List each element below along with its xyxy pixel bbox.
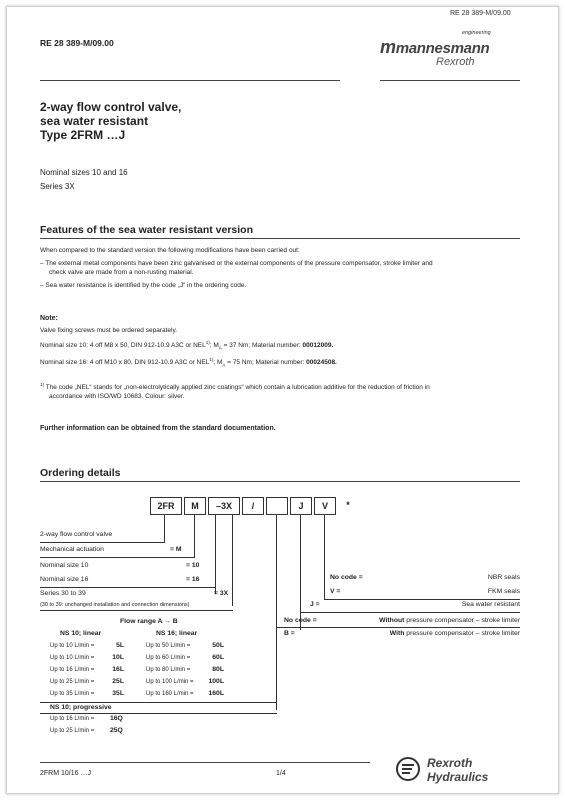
top-document-ref: RE 28 389-M/09.00 bbox=[450, 10, 511, 17]
connector-m bbox=[194, 514, 195, 557]
row-mechanical: Mechanical actuation bbox=[40, 546, 104, 553]
page-title: 2-way flow control valve, sea water resistant Type 2FRM …J bbox=[40, 100, 182, 142]
seal-nocode: No code = bbox=[330, 574, 363, 581]
rexroth-hydraulics-icon bbox=[395, 756, 421, 782]
ns16-linear-heading: NS 16; linear bbox=[156, 630, 198, 637]
code-box-3x: –3X bbox=[208, 497, 240, 515]
features-heading: Features of the sea water resistant version bbox=[40, 224, 253, 236]
connector-2fr bbox=[164, 514, 165, 542]
row-ns10: Nominal size 10 bbox=[40, 562, 89, 569]
flow-row: Up to 50 L/min = bbox=[146, 643, 191, 649]
connector-size bbox=[215, 514, 216, 594]
code-box-slash: / bbox=[242, 497, 264, 515]
connector-series bbox=[232, 514, 233, 606]
seal-j: J = bbox=[310, 601, 320, 608]
features-rule bbox=[40, 238, 520, 239]
connector-flow bbox=[276, 514, 277, 710]
seal-v: V = bbox=[330, 588, 341, 595]
flow-row: Up to 160 L/min = bbox=[146, 691, 194, 697]
ordering-rule bbox=[40, 481, 520, 482]
row-ns16: Nominal size 16 bbox=[40, 576, 89, 583]
header-rule-left bbox=[40, 80, 340, 81]
footer-left: 2FRM 10/16 …J bbox=[40, 770, 91, 777]
ns10-linear-heading: NS 10; linear bbox=[60, 630, 102, 637]
flow-row: Up to 80 L/min = bbox=[146, 667, 191, 673]
flow-row: Up to 25 L/min = bbox=[50, 728, 95, 734]
row-series: Series 30 to 39 bbox=[40, 590, 86, 597]
footer-rule bbox=[40, 762, 370, 763]
flow-row: Up to 35 L/min = bbox=[50, 691, 95, 697]
code-box-star: * bbox=[346, 500, 350, 510]
flow-row: Up to 100 L/min = bbox=[146, 679, 194, 685]
footnote: $^{1)}$ The code „NEL“ stands for „non-electrolytically applied zinc coatings“ which contain a lubrication additive for the reduction of friction in accordance with ISO/WD 10683. Colour: silver. bbox=[40, 382, 430, 401]
rexroth-hydraulics-logo: Rexroth Hydraulics bbox=[395, 752, 525, 787]
code-box-2fr: 2FR bbox=[150, 497, 182, 515]
flow-row: Up to 16 L/min = bbox=[50, 667, 95, 673]
code-box-m: M bbox=[184, 497, 206, 515]
comp-nocode: No code = bbox=[284, 617, 317, 624]
mannesmann-rexroth-logo: engineering mmannesmann Rexroth bbox=[380, 30, 491, 68]
ordering-heading: Ordering details bbox=[40, 467, 121, 479]
flow-range-heading: Flow range A → B bbox=[120, 618, 178, 625]
ns10-progressive-heading: NS 10; progressive bbox=[50, 704, 112, 711]
code-box-j: J bbox=[290, 497, 312, 515]
document-ref: RE 28 389-M/09.00 bbox=[40, 38, 114, 48]
connector-v bbox=[324, 514, 325, 600]
code-box-flow bbox=[266, 497, 288, 515]
flow-row: Up to 60 L/min = bbox=[146, 655, 191, 661]
note-block: Note: Valve fixing screws must be ordered separately. Nominal size 10: 4 off M8 x 50, DIN 912-10.9 A3C or NEL$^{1)}$; $M_A = 37$ Nm; Material number: 00012009. Nominal size 16: 4 off M10 x 80, DIN 912-10.9 A3C or NEL$^{1)}$; $M_A = 75$ Nm; Material number: 00024508. bbox=[40, 315, 337, 368]
row-series-note: (30 to 39: unchanged installation and connection dimensions) bbox=[40, 602, 190, 608]
flow-row: Up to 25 L/min = bbox=[50, 679, 95, 685]
page-subtitle: Nominal sizes 10 and 16 Series 3X bbox=[40, 168, 128, 191]
flow-row: Up to 10 L/min = bbox=[50, 655, 95, 661]
row-valve: 2-way flow control valve bbox=[40, 531, 113, 538]
header-rule-right bbox=[380, 80, 520, 81]
flow-row: Up to 10 L/min = bbox=[50, 643, 95, 649]
code-box-v: V bbox=[314, 497, 336, 515]
further-info: Further information can be obtained from the standard documentation. bbox=[40, 425, 276, 432]
flow-row: Up to 16 L/min = bbox=[50, 716, 95, 722]
comp-b: B = bbox=[284, 630, 295, 637]
features-text: When compared to the standard version the following modifications have been carried out: – The external metal components have been zinc galvanised or the external components of the pressure compensator, stroke limiter and check valve are made from a non-rusting material. – Sea water resistance is identified by the code „J“ in the ordering code. bbox=[40, 247, 433, 289]
page-number: 1/4 bbox=[276, 770, 286, 777]
